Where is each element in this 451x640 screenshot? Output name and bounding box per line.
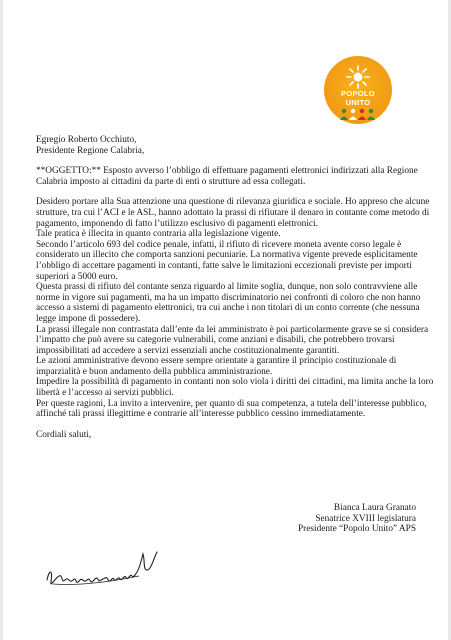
body-paragraph: Impedire la possibilità di pagamento in contanti non solo viola i diritti dei cittadini, ma limita anche la loro libertà e l’accesso ai servizi pubblici.: [36, 377, 434, 399]
signer-name: Bianca Laura Granato: [333, 503, 416, 513]
signature-block: [298, 503, 416, 535]
body-paragraph: La prassi illegale non contrastata dall’ente da lei amministrato è poi particolarmente grave se si considera l’impatto che può avere su categorie vulnerabili, come anziani e disabili, che potrebbero trovarsi impossibilitati ad accedere a servizi essenziali anche costituzionalmente garantiti.: [36, 324, 429, 356]
logo-text-line1: POPOLO: [341, 89, 375, 98]
letter-page: [3, 0, 448, 640]
body-paragraph: Per queste ragioni, La invito a intervenire, per quanto di sua competenza, a tutela dell’interesse pubblico, affinché tali prassi illegittime e contrarie all’interesse pubblico cessino immediatamente.: [36, 398, 427, 420]
sun-icon: [346, 65, 370, 89]
recipient-title: Presidente Regione Calabria,: [36, 145, 145, 156]
body-paragraph: Secondo l’articolo 693 del codice penale, infatti, il rifiuto di ricevere moneta avente corso legale è considerato un illecito che comporta sanzioni pecuniarie. La normativa vigente prevede esplicitamente l’obbligo di accettare pagamenti in contanti, fatte salve le limitazioni eccezionali previste per importi superiori a 5000 euro.: [36, 239, 418, 282]
popolo-unito-logo: [324, 56, 392, 124]
logo-text-line2: UNITO: [345, 98, 371, 107]
signer-role: Senatrice XVIII legislatura: [315, 513, 416, 524]
body-paragraph: Le azioni amministrative devono essere sempre orientate a garantire il principio costituzionale di imparzialità e buon andamento della pubblica amministrazione.: [36, 356, 397, 377]
body-paragraph: Questa prassi di rifiuto del contante senza riguardo al limite soglia, dunque, non solo contravviene alle norme in vigore sui pagamenti, ma ha un impatto discriminatorio nei confronti di coloro che non hanno accesso a sistemi di pagamento elettronici, tra cui anche i non titolari di un conto corrente (che nessuna legge impone di possedere).: [36, 282, 421, 324]
body-paragraph: Desidero portare alla Sua attenzione una questione di rilevanza giuridica e sociale. Ho appreso che alcune strutture, tra cui l’ACI e le ASL, hanno adottato la prassi di rifiutare il denaro in contante come metodo di pagamento, imponendo di fatto l’utilizzo esclusivo di pagamenti elettronici.: [36, 197, 430, 229]
people-icon: [338, 108, 378, 120]
closing-line: Cordiali saluti,: [36, 429, 92, 440]
subject-line: **OGGETTO:** Esposto avverso l’obbligo di effettuare pagamenti elettronici indirizzati alla Regione Calabria imposto ai cittadini da parte di enti o strutture ad essa collegati.: [36, 166, 418, 187]
handwritten-signature: [39, 540, 169, 600]
body-paragraph: Tale pratica è illecita in quanto contraria alla legislazione vigente.: [36, 229, 281, 240]
signer-title: Presidente “Popolo Unito” APS: [297, 524, 416, 535]
letter-text: [36, 135, 436, 440]
recipient-name: Egregio Roberto Occhiuto,: [36, 135, 137, 145]
